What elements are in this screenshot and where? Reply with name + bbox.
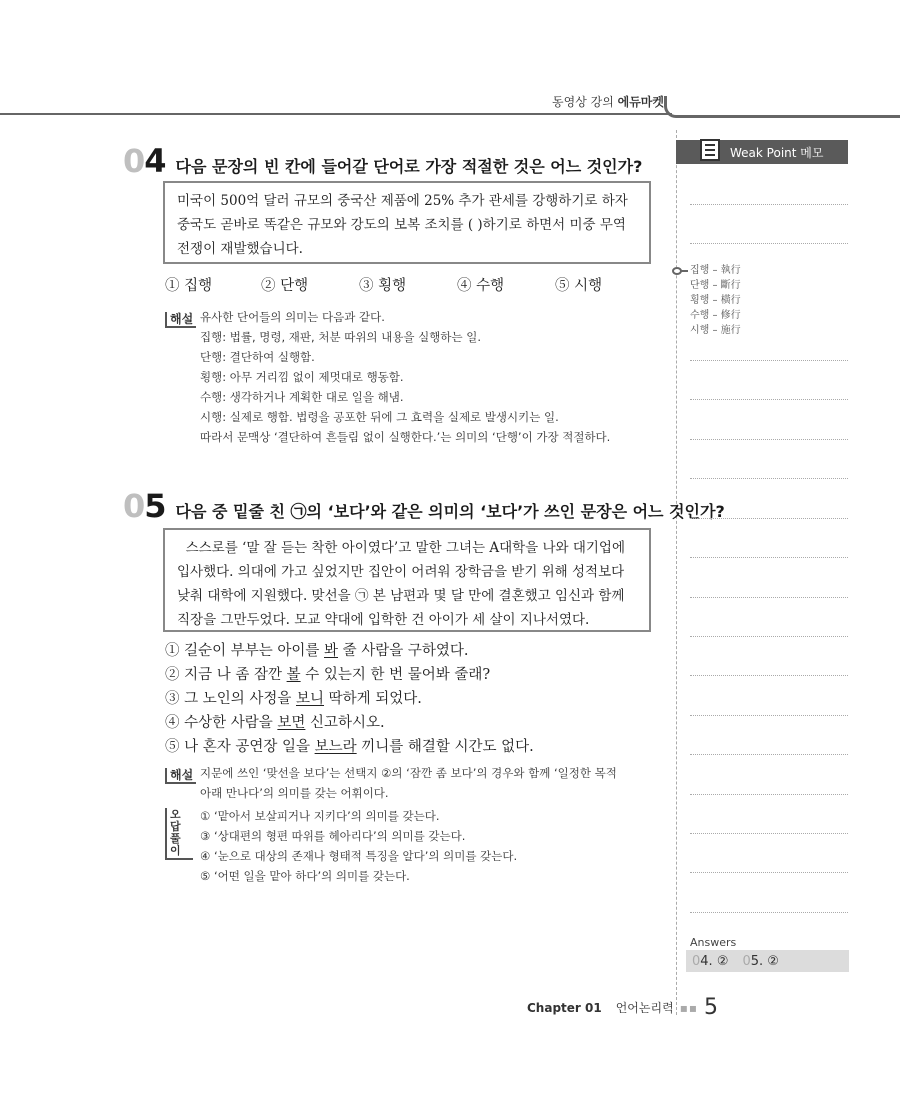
- memo-line: [690, 715, 848, 716]
- choice-text: ② 지금 나 좀 잠깐: [165, 667, 287, 683]
- wrong-line: ③ ‘상대편의 형편 따위를 헤아리다’의 의미를 갖는다.: [200, 829, 466, 843]
- passage-line: 낮춰 대학에 지원했다. 맞선을 ㉠ 본 남편과 몇 달 만에 결혼했고 임신과 함께: [177, 588, 625, 604]
- explanation-tag: 해설: [165, 312, 196, 328]
- weak-point-title: Weak Point 메모: [730, 145, 824, 160]
- question-5-number: [123, 487, 166, 525]
- memo-line: [690, 360, 848, 361]
- choice-text: ① 길순이 부부는 아이를: [165, 643, 324, 659]
- memo-icon: [700, 139, 720, 161]
- sidebar-separator: [676, 130, 677, 1015]
- memo-line: [690, 597, 848, 598]
- choice-underlined: 보느라: [314, 739, 357, 755]
- question-5-wrong-answers: [200, 806, 517, 886]
- question-4-passage: [163, 181, 651, 264]
- choice-text: 줄 사람을 구하였다.: [338, 643, 469, 659]
- header-rule: [0, 113, 672, 115]
- pin-connector: [680, 270, 688, 272]
- answer-item: [742, 954, 778, 969]
- choice-5[interactable]: [165, 735, 534, 759]
- footer-dots: ▪▪: [679, 1000, 698, 1015]
- weak-point-header: [676, 140, 848, 164]
- wrong-line: ⑤ ‘어떤 일을 맡아 하다’의 의미를 갖는다.: [200, 869, 410, 883]
- choice-underlined: 보니: [296, 691, 325, 707]
- answer-text: 4. ②: [700, 953, 729, 969]
- choice-text: ③ 그 노인의 사정을: [165, 691, 296, 707]
- answer-item: [692, 954, 728, 969]
- memo-line: [690, 399, 848, 400]
- explanation-line: 시행: 실제로 행함. 법령을 공포한 뒤에 그 효력을 실제로 발생시키는 일.: [200, 410, 559, 424]
- page-footer: [527, 995, 718, 1020]
- answer-zero: 0: [692, 953, 701, 969]
- memo-line: [690, 478, 848, 479]
- memo-item: 횡행 – 橫行: [690, 295, 741, 306]
- tag-line: 오답: [170, 808, 181, 833]
- question-4-number: [123, 142, 166, 180]
- number-digit: 4: [144, 142, 166, 180]
- memo-line: [690, 912, 848, 913]
- memo-line: [690, 243, 848, 244]
- number-zero: 0: [123, 487, 145, 525]
- question-5-header: [123, 487, 725, 525]
- answers-label: Answers: [690, 936, 737, 949]
- chapter-label: Chapter 01: [527, 1000, 602, 1015]
- choice-text: 끼니를 해결할 시간도 없다.: [356, 739, 534, 755]
- question-5-text: 다음 중 밑줄 친 ㉠의 ‘보다’와 같은 의미의 ‘보다’가 쓰인 문장은 어느 것인가?: [175, 502, 725, 521]
- explanation-line: 수행: 생각하거나 계획한 대로 일을 해냄.: [200, 390, 404, 404]
- memo-line: [690, 754, 848, 755]
- page-number: 5: [703, 995, 718, 1020]
- choice-underlined: 봐: [324, 643, 339, 659]
- choice-4[interactable]: [165, 711, 534, 735]
- wrong-line: ④ ‘눈으로 대상의 존재나 형태적 특징을 알다’의 의미를 갖는다.: [200, 849, 518, 863]
- memo-line: [690, 675, 848, 676]
- wrong-line: ① ‘맡아서 보살피거나 지키다’의 의미를 갖는다.: [200, 809, 440, 823]
- choice-3[interactable]: ③ 횡행: [359, 278, 407, 294]
- memo-line: [690, 636, 848, 637]
- memo-item: 집행 – 執行: [690, 265, 741, 276]
- question-4-choices: [165, 274, 615, 295]
- choice-text: 신고하시오.: [305, 715, 385, 731]
- wrong-answer-tag: [165, 808, 193, 860]
- memo-item: 수행 – 修行: [690, 310, 741, 321]
- choice-2[interactable]: [165, 663, 534, 687]
- choice-text: 수 있는지 한 번 물어봐 줄래?: [300, 667, 491, 683]
- memo-item: 단행 – 斷行: [690, 280, 741, 291]
- explanation-line: 따라서 문맥상 ‘결단하여 흔들림 없이 실행한다.’는 의미의 ‘단행’이 가장 적절하다.: [200, 430, 611, 444]
- choice-text: ⑤ 나 혼자 공연장 일을: [165, 739, 315, 755]
- header-prefix: 동영상 강의: [552, 95, 618, 109]
- explanation-tag: 해설: [165, 768, 196, 784]
- explanation-line: 단행: 결단하여 실행함.: [200, 350, 315, 364]
- choice-1[interactable]: ① 집행: [165, 278, 213, 294]
- passage-line: 중국도 곧바로 똑같은 규모와 강도의 보복 조치를 ( )하기로 하면서 미중 무역: [177, 217, 626, 233]
- passage-line: 직장을 그만두었다. 모교 약대에 입학한 건 아이가 세 살이 지나서였다.: [177, 612, 590, 628]
- number-zero: 0: [123, 142, 145, 180]
- memo-list: [690, 263, 741, 338]
- passage-line: 전쟁이 재발했습니다.: [177, 241, 303, 257]
- question-5-choices: [165, 639, 534, 759]
- choice-underlined: 보면: [277, 715, 306, 731]
- choice-1[interactable]: [165, 639, 534, 663]
- choice-text: 딱하게 되었다.: [324, 691, 422, 707]
- header-brand: 에듀마켓: [617, 95, 664, 109]
- choice-underlined: 볼: [286, 667, 301, 683]
- question-5-explanation: [200, 763, 617, 803]
- choice-5[interactable]: ⑤ 시행: [555, 278, 603, 294]
- memo-line: [690, 794, 848, 795]
- passage-line: 스스로를 ‘말 잘 듣는 착한 아이였다’고 말한 그녀는 A대학을 나와 대기업에: [177, 540, 626, 556]
- memo-line: [690, 833, 848, 834]
- choice-text: ④ 수상한 사람을: [165, 715, 278, 731]
- answers-box: [686, 950, 849, 972]
- question-4-header: [123, 142, 643, 180]
- choice-3[interactable]: [165, 687, 534, 711]
- memo-item: 시행 – 施行: [690, 325, 741, 336]
- answer-zero: 0: [742, 953, 751, 969]
- question-5-passage: [163, 528, 651, 632]
- question-4-explanation: [200, 307, 610, 447]
- section-label: 언어논리력: [615, 1001, 674, 1015]
- tag-line: 풀이: [170, 832, 181, 857]
- passage-line: 입사했다. 의대에 가고 싶었지만 집안이 어려워 장학금을 받기 위해 성적보다: [177, 564, 625, 580]
- memo-line: [690, 439, 848, 440]
- header-label: [552, 93, 664, 110]
- passage-line: 미국이 500억 달러 규모의 중국산 제품에 25% 추가 관세를 강행하기로 하자: [177, 193, 628, 209]
- header-tab-curve: [664, 96, 900, 118]
- answer-text: 5. ②: [750, 953, 779, 969]
- memo-line: [690, 204, 848, 205]
- question-4-text: 다음 문장의 빈 칸에 들어갈 단어로 가장 적절한 것은 어느 것인가?: [175, 157, 643, 176]
- number-digit: 5: [144, 487, 166, 525]
- choice-2[interactable]: ② 단행: [261, 278, 309, 294]
- explanation-line: 지문에 쓰인 ‘맞선을 보다’는 선택지 ②의 ‘잠깐 좀 보다’의 경우와 함께 ‘일정한 목적: [200, 766, 617, 780]
- choice-4[interactable]: ④ 수행: [457, 278, 505, 294]
- explanation-line: 집행: 법률, 명령, 재판, 처분 따위의 내용을 실행하는 일.: [200, 330, 482, 344]
- memo-line: [690, 872, 848, 873]
- memo-line: [690, 518, 848, 519]
- explanation-line: 횡행: 아무 거리낌 없이 제멋대로 행동함.: [200, 370, 404, 384]
- explanation-line: 아래 만나다’의 의미를 갖는 어휘이다.: [200, 786, 389, 800]
- memo-line: [690, 557, 848, 558]
- explanation-line: 유사한 단어들의 의미는 다음과 같다.: [200, 310, 385, 324]
